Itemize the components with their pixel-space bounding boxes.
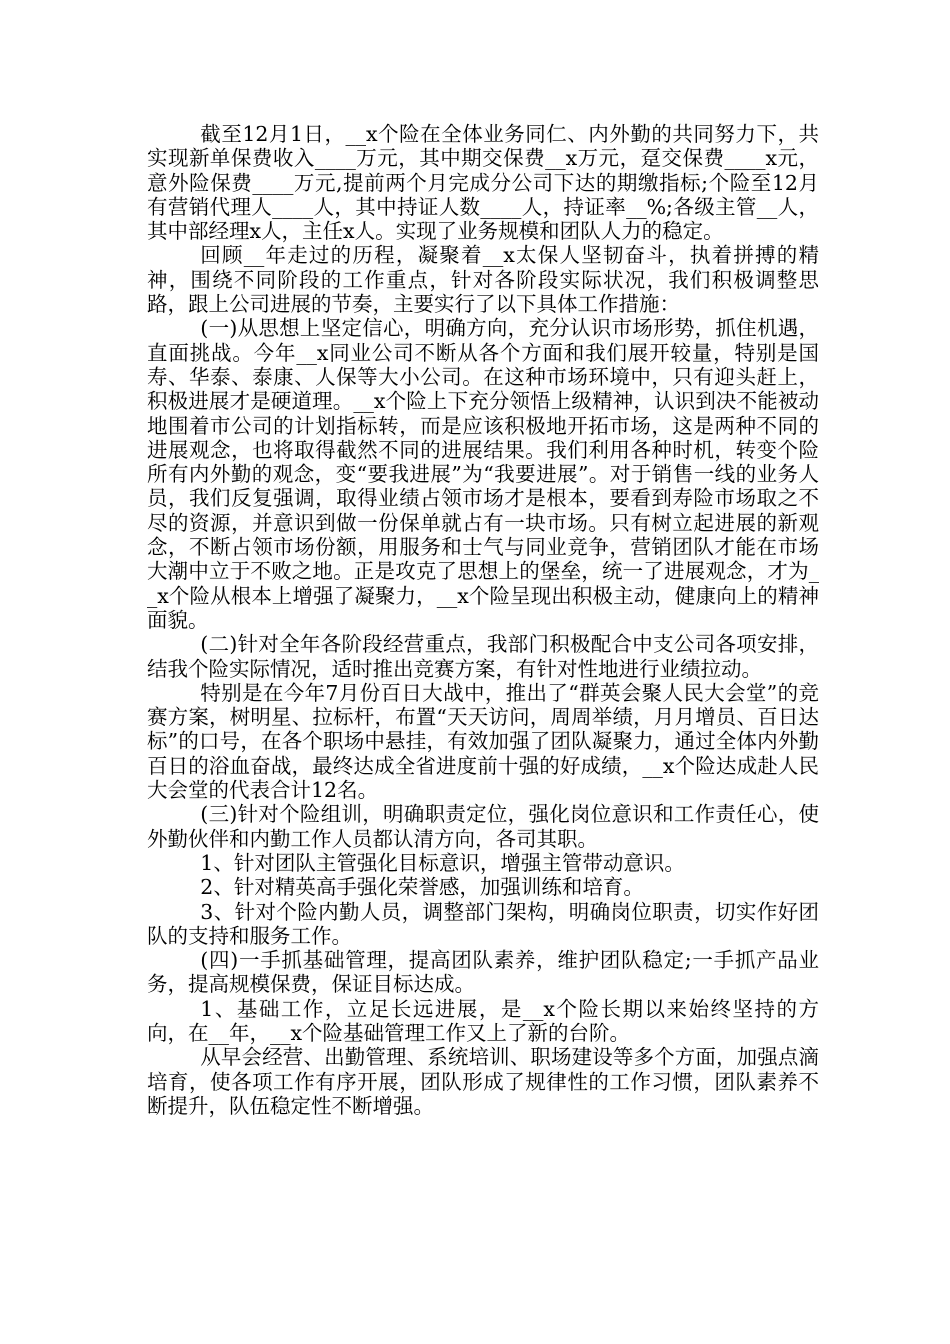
paragraph-review: 回顾__年走过的历程，凝聚着__x太保人坚韧奋斗，执着拼搏的精神，围绕不同阶段的工作重点，针对各阶段实际状况，我们积极调整思路，跟上公司进展的节奏，主要实行了以下具体工作措施：: [147, 243, 819, 317]
paragraph-daily-management: 从早会经营、出勤管理、系统培训、职场建设等多个方面，加强点滴培育，使各项工作有序开展，团队形成了规律性的工作习惯，团队素养不断提升，队伍稳定性不断增强。: [147, 1045, 819, 1118]
paragraph-summary: 截至12月1日，__x个险在全体业务同仁、内外勤的共同努力下，共实现新单保费收入____万元，其中期交保费__x万元，趸交保费____x元，意外险保费____万元,提前两个月完成分公司下达的期缴指标;个险至12月有营销代理人____人，其中持证人数____人，持证率__%;各级主管__人，其中部经理x人，主任x人。实现了业务规模和团队人力的稳定。: [147, 122, 819, 244]
list-item-basic-work: 1、基础工作，立足长远进展，是__x个险长期以来始终坚持的方向，在__年，__x个险基础管理工作又上了新的台阶。: [147, 996, 819, 1045]
list-item-3: 3、针对个险内勤人员，调整部门架构，明确岗位职责，切实作好团队的支持和服务工作。: [147, 899, 819, 948]
paragraph-measure-2: (二)针对全年各阶段经营重点，我部门积极配合中支公司各项安排，结我个险实际情况，适时推出竞赛方案，有针对性地进行业绩拉动。: [147, 632, 819, 681]
paragraph-measure-1: (一)从思想上坚定信心，明确方向，充分认识市场形势，抓住机遇，直面挑战。今年__x同业公司不断从各个方面和我们展开较量，特别是国寿、华泰、泰康、人保等大小公司。在这种市场环境中，只有迎头赶上，积极进展才是硬道理。__x个险上下充分领悟上级精神，认识到决不能被动地围着市公司的计划指标转，而是应该积极地开拓市场，这是两种不同的进展观念，也将取得截然不同的进展结果。我们利用各种时机，转变个险所有内外勤的观念，变“要我进展”为“我要进展”。对于销售一线的业务人员，我们反复强调，取得业绩占领市场才是根本，要看到寿险市场取之不尽的资源，并意识到做一份保单就占有一块市场。只有树立起进展的新观念，不断占领市场份额，用服务和士气与同业竞争，营销团队才能在市场大潮中立于不败之地。正是攻克了思想上的堡垒，统一了进展观念，才为__x个险从根本上增强了凝聚力，__x个险呈现出积极主动，健康向上的精神面貌。: [147, 316, 819, 632]
document-body: [147, 122, 819, 1118]
paragraph-measure-4: (四)一手抓基础管理，提高团队素养，维护团队稳定;一手抓产品业务，提高规模保费，保证目标达成。: [147, 948, 819, 997]
paragraph-competition: 特别是在今年7月份百日大战中，推出了“群英会聚人民大会堂”的竞赛方案，树明星、拉标杆，布置“天天访问，周周举绩，月月增员、百日达标”的口号，在各个职场中悬挂，有效加强了团队凝聚力，通过全体内外勤百日的浴血奋战，最终达成全省进度前十强的好成绩，__x个险达成赴人民大会堂的代表合计12名。: [147, 680, 819, 803]
paragraph-measure-3: (三)针对个险组训，明确职责定位，强化岗位意识和工作责任心，使外勤伙伴和内勤工作人员都认清方向，各司其职。: [147, 802, 819, 851]
list-item-2: 2、针对精英高手强化荣誉感，加强训练和培育。: [200, 875, 644, 900]
list-item-1: 1、针对团队主管强化目标意识，增强主管带动意识。: [200, 850, 685, 875]
